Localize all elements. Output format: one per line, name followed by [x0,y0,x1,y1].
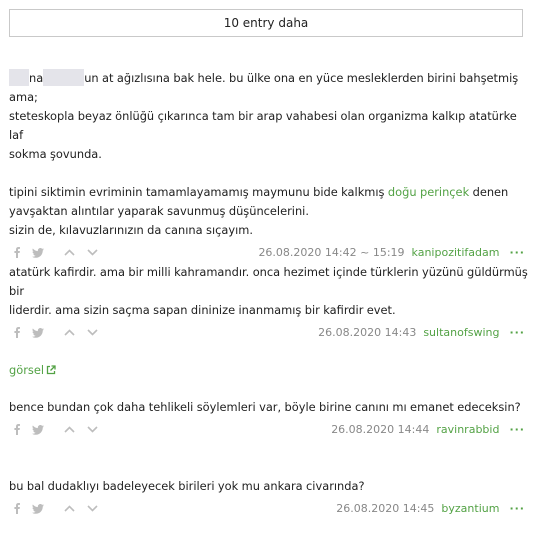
more-options-icon[interactable]: ··· [509,502,525,515]
entry-footer [9,244,534,264]
facebook-icon[interactable] [14,247,20,258]
twitter-icon[interactable] [32,504,44,514]
upvote-icon[interactable] [64,426,75,433]
upvote-icon[interactable] [64,329,75,336]
twitter-icon[interactable] [32,328,44,338]
entry-date[interactable]: 26.08.2020 14:43 [318,326,417,339]
entry-author[interactable]: sultanofswing [423,326,500,339]
entry-text: tipini siktimin evriminin tamamlayamamış maymunu bide kalkmış [9,185,388,199]
entry-text: na [29,71,44,85]
entry-text: denen [469,185,509,199]
more-options-icon[interactable]: ··· [509,246,525,259]
upvote-icon[interactable] [64,249,75,256]
entry-text: steteskopla beyaz önlüğü çıkarınca tam bir arap vahabesi olan organizma kalkıp atatürke laf [9,109,517,142]
entry-author[interactable]: kanipozitifadam [411,246,500,259]
censored-block [9,69,29,86]
censored-block [43,69,84,86]
twitter-icon[interactable] [32,248,44,258]
entry-content [9,69,534,240]
entry-text: liderdir. ama sizin saçma sapan dininize inanmamış bir kafirdir evet. [9,303,396,317]
entry-content [9,398,534,417]
more-options-icon[interactable]: ··· [509,423,525,436]
entry [9,263,534,344]
entry-content [9,477,534,496]
facebook-icon[interactable] [14,327,20,338]
entry-author[interactable]: byzantium [441,502,500,515]
entry-text: un at ağızlısına bak hele. bu ülke ona en yüce mesleklerden birini bahşetmiş ama; [9,71,519,104]
entry-text: atatürk kafirdir. ama bir milli kahramandır. onca hezimet içinde türklerin yüzünü güldürmüş bir [9,265,528,298]
image-link[interactable] [9,363,56,377]
entry [9,477,534,520]
load-more-button[interactable]: 10 entry daha [9,9,523,37]
entry-footer [9,421,534,441]
twitter-icon[interactable] [32,425,44,435]
entry [9,398,534,441]
facebook-icon[interactable] [14,503,20,514]
external-link-icon [46,365,56,375]
bkz-link[interactable]: doğu perinçek [387,185,470,199]
entry-date[interactable]: 26.08.2020 14:45 [336,502,435,515]
downvote-icon[interactable] [87,329,98,336]
entry-text: yavşaktan alıntılar yaparak savunmuş düşüncelerini. [9,204,309,218]
entry [9,69,534,264]
entry-text: sizin de, kılavuzlarınızın da canına sıçayım. [9,223,254,237]
more-options-icon[interactable]: ··· [509,326,525,339]
entry-date[interactable]: 26.08.2020 14:42 ~ 15:19 [258,246,405,259]
entry-date[interactable]: 26.08.2020 14:44 [331,423,430,436]
downvote-icon[interactable] [87,249,98,256]
entry-content [9,263,534,320]
entry-footer [9,324,534,344]
downvote-icon[interactable] [87,426,98,433]
entry-author[interactable]: ravinrabbid [436,423,500,436]
facebook-icon[interactable] [14,424,20,435]
entry-text: bence bundan çok daha tehlikeli söylemleri var, böyle birine canını mı emanet edeceksin? [9,400,521,414]
entry-text: sokma şovunda. [9,147,102,161]
entry-text: bu bal dudaklıyı badeleyecek birileri yok mu ankara civarında? [9,479,365,493]
upvote-icon[interactable] [64,505,75,512]
image-link-label[interactable]: görsel [9,363,44,377]
downvote-icon[interactable] [87,505,98,512]
entry-footer [9,500,534,520]
